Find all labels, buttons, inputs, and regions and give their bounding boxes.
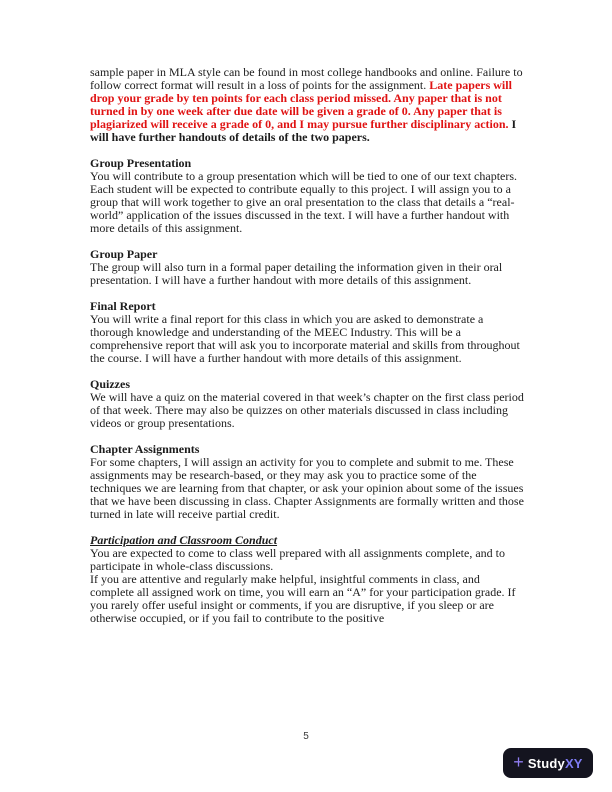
group-paper-body: The group will also turn in a formal paper detailing the information given in their oral presentation. I will have a further handout with more details of this assignment. <box>90 260 503 287</box>
participation-body-1: You are expected to come to class well prepared with all assignments complete, and to participate in whole-class discussions. <box>90 546 505 573</box>
section-final-report <box>90 300 525 365</box>
section-quizzes <box>90 378 525 430</box>
section-group-presentation <box>90 157 525 235</box>
plus-icon: + <box>513 752 524 772</box>
logo-text-study: Study <box>527 755 565 771</box>
quizzes-body: We will have a quiz on the material covered in that week’s chapter on the first class period of that week. There may also be quizzes on other materials discussed in class including videos or group presentations. <box>90 390 524 430</box>
participation-heading: Participation and Classroom Conduct <box>90 533 278 547</box>
participation-body-2: If you are attentive and regularly make helpful, insightful comments in class, and complete all assigned work on time, you will earn an “A” for your participation grade. If you rarely offer useful insight or comments, if you are disruptive, if you sleep or are otherwise occupied, or if you fail to contribute to the positive <box>90 572 516 625</box>
page-content <box>90 66 525 625</box>
final-report-heading: Final Report <box>90 299 156 313</box>
group-paper-heading: Group Paper <box>90 247 158 261</box>
final-report-body: You will write a final report for this class in which you are asked to demonstrate a thorough knowledge and understanding of the MEEC Industry. This will be a comprehensive report that will ask you to incorporate material and skills from throughout the course. I will have a further handout with more details of this assignment. <box>90 312 520 365</box>
page-number: 5 <box>303 731 309 742</box>
section-participation-and-classroom-conduct <box>90 534 525 625</box>
late-paper-policy-text: Late papers will drop your grade by ten points for each class period missed. Any paper that is not turned in by one week after due date will be given a grade of 0. Any paper that is plagiarized will receive a grade of 0, and I may pursue further disciplinary action. <box>90 78 512 131</box>
group-presentation-heading: Group Presentation <box>90 156 192 170</box>
studyxy-wordmark <box>528 756 583 771</box>
chapter-assignments-heading: Chapter Assignments <box>90 442 200 456</box>
group-presentation-body: You will contribute to a group presentation which will be tied to one of our text chapters. Each student will be expected to contribute equally to this project. I will assign you to a group that will work together to give an oral presentation to the class that details a “real-world” application of the issues discussed in the text. I will have a further handout with more details of this assignment. <box>90 169 518 235</box>
studyxy-logo <box>503 748 593 778</box>
intro-paragraph <box>90 66 525 144</box>
logo-text-xy: XY <box>564 755 583 771</box>
intro-normal-text: sample paper in MLA style can be found in most college handbooks and online. Failure to follow correct format will result in a loss of points for the assignment. <box>90 65 523 92</box>
quizzes-heading: Quizzes <box>90 377 130 391</box>
section-chapter-assignments <box>90 443 525 521</box>
section-group-paper <box>90 248 525 287</box>
intro-handouts-text: I will have further handouts of details of the two papers. <box>90 117 517 144</box>
chapter-assignments-body: For some chapters, I will assign an activity for you to complete and submit to me. These assignments may be research-based, or they may ask you to practice some of the techniques we are learning from that chapter, or ask your opinion about some of the issues that we have been discussing in class. Chapter Assignments are formally written and those turned in late will receive partial credit. <box>90 455 524 521</box>
